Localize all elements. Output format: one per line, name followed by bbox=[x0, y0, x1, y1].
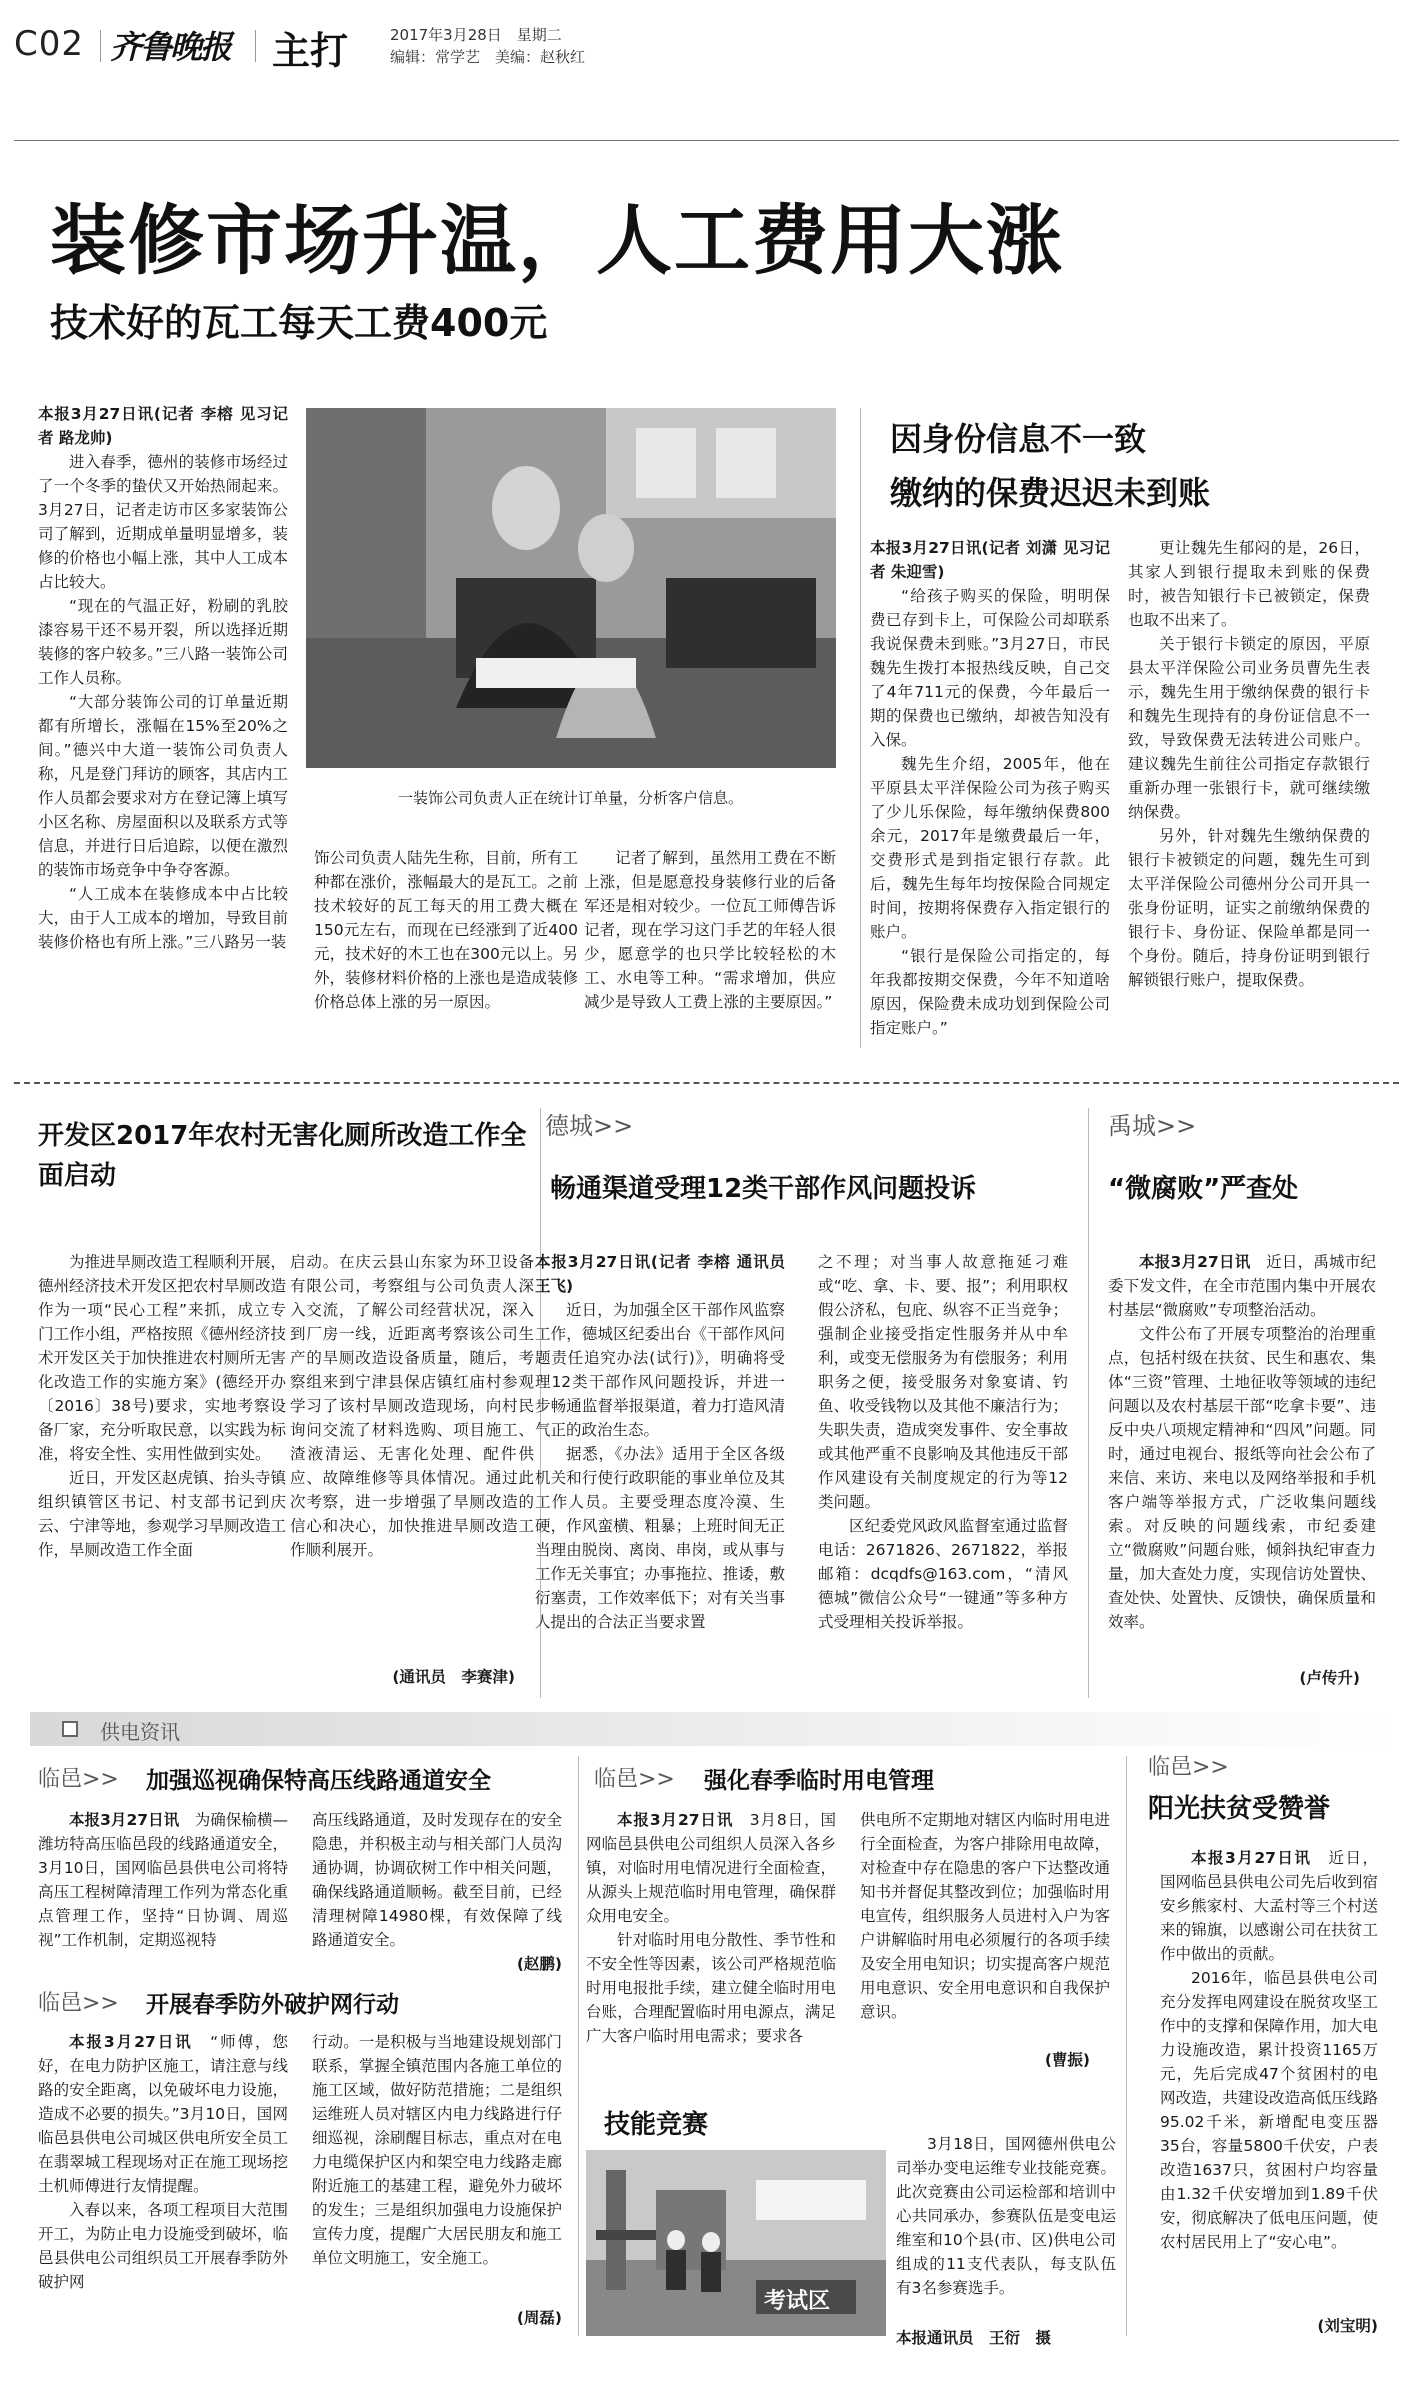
paragraph: 文件公布了开展专项整治的治理重点，包括村级在扶贫、民生和惠农、集体“三资”管理、土地征收等领域的违纪问题以及农村基层干部“吃拿卡要”、违反中央八项规定精神和“四风”问题。同时，通过电视台、报纸等向社会公布了来信、来访、来电以及网络举报和手机客户端等举报方式，广泛收集问题线索。对反映的问题线索，市纪委建立“微腐败”问题台账，倾斜执纪审查力量，加大查处力度，实现信访处置快、查处快、处置快、反馈快，确保质量和效率。 bbox=[1108, 1325, 1376, 1631]
column-rule bbox=[578, 1756, 579, 2336]
byline: 本报3月27日讯 bbox=[1191, 1849, 1329, 1867]
paragraph: 之不理；对当事人故意拖延刁难或“吃、拿、卡、要、报”；利用职权假公济私，包庇、纵容不正当竞争；强制企业接受指定性服务并从中牟利，或变无偿服务为有偿服务；利用职务之便，接受服务对象宴请、钓鱼、收受钱物以及其他不廉洁行为；失职失责，造成突发事件、安全事故或其他严重不良影响及其他违反干部作风建设有关制度规定的行为等12类问题。 bbox=[818, 1253, 1068, 1511]
lead-col3-text: 记者了解到，虽然用工费在不断上涨，但是愿意投身装修行业的后备军还是相对较少。一位瓦工师傅告诉记者，现在学习这门手艺的年轻人很少，愿意学的也只学比较轻松的木工、水电等工种。“需求增加，供应减少是导致人工费上涨的主要原因。” bbox=[584, 849, 836, 1011]
dezhou-headline: 畅通渠道受理12类干部作风问题投诉 bbox=[550, 1174, 977, 1204]
section-name: 主打 bbox=[272, 29, 349, 73]
a4-signature: 本报通讯员 王衍 摄 bbox=[896, 2329, 1052, 2347]
contest-photo bbox=[586, 2150, 886, 2336]
toilet-signature: (通讯员 李赛津) bbox=[392, 1668, 515, 1686]
a2-headline: 开展春季防外破护网行动 bbox=[146, 1992, 399, 2018]
paragraph: 2016年，临邑县供电公司充分发挥电网建设在脱贫攻坚工作中的支撑和保障作用，加大电力设施改造，累计投资1165万元，先后完成47个贫困村的电网改造，共建设改造高低压线路95.02千米，新增配电变压器35台，容量5800千伏安，户表改造1637只，贫困村户均容量由1.32千伏安增加到1.89千伏安，彻底解决了低电压问题，使农村居民用上了“安心电”。 bbox=[1160, 1969, 1378, 2251]
paragraph: 本报3月27日讯 近日，禹城市纪委下发文件，在全市范围内集中开展农村基层“微腐败”专项整治活动。 bbox=[1108, 1253, 1376, 1319]
a2-col1 bbox=[38, 2030, 288, 2330]
a3-headline: 强化春季临时用电管理 bbox=[704, 1768, 934, 1794]
a3-col1 bbox=[586, 1808, 836, 2072]
paragraph: 本报3月27日讯 近日，国网临邑县供电公司先后收到宿安乡熊家村、大孟村等三个村送来的锦旗，以感谢公司在扶贫工作中做出的贡献。 bbox=[1160, 1849, 1378, 1963]
a5-kicker: 临邑>> bbox=[1148, 1755, 1229, 1780]
paragraph: “人工成本在装修成本中占比较大，由于人工成本的增加，导致目前装修价格也有所上涨。”三八路另一装 bbox=[38, 885, 288, 951]
paragraph: 近日，为加强全区干部作风监察工作，德城区纪委出台《干部作风问题责任追究办法(试行)》，明确将受理12类干部作风问题投诉，并进一步畅通监督举报渠道，着力打造风清气正的政治生态。 bbox=[535, 1301, 785, 1439]
paragraph: 入春以来，各项工程项目大范围开工，为防止电力设施受到破坏，临邑县供电公司组织员工开展春季防外破护网 bbox=[38, 2201, 288, 2291]
section-divider bbox=[14, 1082, 1399, 1084]
insurance-col1 bbox=[870, 584, 1110, 1044]
power-band bbox=[30, 1712, 1400, 1746]
dezhou-col1 bbox=[535, 1298, 785, 1690]
a4-body bbox=[896, 2132, 1116, 2324]
byline: 本报3月27日讯 bbox=[1139, 1253, 1267, 1271]
paragraph: “现在的气温正好，粉刷的乳胶漆容易干还不易开裂，所以选择近期装修的客户较多。”三八路一装饰公司工作人员称。 bbox=[38, 597, 288, 687]
column-rule bbox=[1088, 1108, 1089, 1698]
lead-col3 bbox=[584, 846, 836, 1056]
paragraph: 启动。在庆云县山东家为环卫设备有限公司，考察组与公司负责人深入交流，了解公司经营状况，深入到厂房一线，近距离考察该公司生产的旱厕改造设备质量，随后，考察组来到宁津县保店镇红庙村参观学习了该村旱厕改造现场，向村民询问交流了材料选购、项目施工、渣液清运、无害化处理、配件供应、故障维修等具体情况。通过此次考察，进一步增强了旱厕改造的信心和决心，加快推进旱厕改造工作顺利展开。 bbox=[290, 1253, 534, 1559]
paragraph: 本报3月27日讯 “师傅，您好，在电力防护区施工，请注意与线路的安全距离，以免破坏电力设施，造成不必要的损失。”3月10日，国网临邑县供电公司城区供电所安全员工在翡翠城工程现场对正在施工现场挖土机师傅进行友情提醒。 bbox=[38, 2033, 288, 2195]
yucheng-body bbox=[1108, 1250, 1376, 1666]
a1-col2: 高压线路通道，及时发现存在的安全隐患，并积极主动与相关部门人员沟通协调，协调砍树工作中相关问题，确保线路通道顺畅。截至目前，已经清理树障14980棵，有效保障了线路通道安全。 bbox=[312, 1811, 562, 1949]
paragraph: 3月18日，国网德州供电公司举办变电运维专业技能竞赛。此次竞赛由公司运检部和培训中心共同承办，参赛队伍是变电运维室和10个县(市、区)供电公司组成的11支代表队，每支队伍有3名参赛选手。 bbox=[896, 2135, 1116, 2297]
lead-photo bbox=[306, 408, 836, 768]
lead-photo-caption: 一装饰公司负责人正在统计订单量，分析客户信息。 bbox=[398, 789, 744, 807]
masthead-divider bbox=[100, 30, 101, 62]
byline: 本报3月27日讯 bbox=[69, 1811, 195, 1829]
column-rule bbox=[860, 408, 861, 1048]
page-number: C02 bbox=[14, 24, 85, 64]
dezhou-kicker: 德城>> bbox=[545, 1112, 634, 1140]
a2-kicker: 临邑>> bbox=[38, 1991, 119, 2016]
masthead-rule bbox=[14, 140, 1399, 141]
paragraph: 本报3月27日讯 为确保榆横—潍坊特高压临邑段的线路通道安全，3月10日，国网临邑县供电公司将特高压工程树障清理工作列为常态化重点管理工作，坚持“日协调、周巡视”工作机制，定期巡视特 bbox=[38, 1811, 288, 1949]
column-rule bbox=[1126, 1756, 1127, 2336]
a2-col2 bbox=[312, 2030, 562, 2330]
a1-kicker: 临邑>> bbox=[38, 1767, 119, 1792]
paragraph: 本报3月27日讯 3月8日，国网临邑县供电公司组织人员深入各乡镇，对临时用电情况进行全面检查，从源头上规范临时用电管理，确保群众用电安全。 bbox=[586, 1811, 836, 1925]
paper-logo: 齐鲁晚报 bbox=[110, 28, 231, 66]
yucheng-kicker: 禹城>> bbox=[1108, 1112, 1197, 1140]
document-icon bbox=[62, 1721, 78, 1737]
issue-date: 2017年3月28日 星期二 bbox=[390, 26, 562, 44]
paragraph: 为推进旱厕改造工程顺利开展，德州经济技术开发区把农村旱厕改造作为一项“民心工程”来抓，成立专门工作小组，严格按照《德州经济技术开发区关于加快推进农村厕所无害化改造工作的实施方案》(德经开办〔2016〕38号)要求，实地考察设备厂家，充分听取民意，以实践为标准，将安全性、实用性做到实处。 bbox=[38, 1253, 286, 1463]
toilet-col1 bbox=[38, 1250, 286, 1690]
paragraph: 关于银行卡锁定的原因，平原县太平洋保险公司业务员曹先生表示，魏先生用于缴纳保费的银行卡和魏先生现持有的身份证信息不一致，导致保费无法转进公司账户。建议魏先生前往公司指定存款银行重新办理一张银行卡，就可继续缴纳保费。 bbox=[1128, 635, 1370, 821]
paragraph: 更让魏先生郁闷的是，26日，其家人到银行提取未到账的保费时，被告知银行卡已被锁定，保费也取不出来了。 bbox=[1128, 539, 1370, 629]
a3-signature: (曹振) bbox=[960, 2048, 1090, 2072]
paragraph: 针对临时用电分散性、季节性和不安全性等因素，该公司严格规范临时用电报批手续，建立健全临时用电台账，合理配置临时用电源点，满足广大客户临时用电需求；要求各 bbox=[586, 1931, 836, 2045]
paragraph: “给孩子购买的保险，明明保费已存到卡上，可保险公司却联系我说保费未到账。”3月27日，市民魏先生拨打本报热线反映，自己交了4年711元的保费，今年最后一期的保费也已缴纳，却被告知没有入保。 bbox=[870, 587, 1110, 749]
paragraph: 魏先生介绍，2005年，他在平原县太平洋保险公司为孩子购买了少儿乐保险，每年缴纳保费800余元，2017年是缴费最后一年，交费形式是到指定银行存款。此后，魏先生每年均按保险合同规定时间，按期将保费存入指定银行的账户。 bbox=[870, 755, 1110, 941]
a1-headline: 加强巡视确保特高压线路通道安全 bbox=[146, 1768, 491, 1794]
lead-col1 bbox=[38, 450, 288, 1048]
paragraph: 进入春季，德州的装修市场经过了一个冬季的蛰伏又开始热闹起来。3月27日，记者走访市区多家装饰公司了解到，近期成单量明显增多，装修的价格也小幅上涨，其中人工成本占比较大。 bbox=[38, 453, 288, 591]
paragraph: “银行是保险公司指定的，每年我都按期交保费，今年不知道啥原因，保险费未成功划到保险公司指定账户。” bbox=[870, 947, 1110, 1037]
paragraph: 另外，针对魏先生缴纳保费的银行卡被锁定的问题，魏先生可到太平洋保险公司德州分公司开具一张身份证明，证实之前缴纳保费的银行卡、身份证、保险单都是同一个身份。随后，持身份证明到银行解锁银行账户，提取保费。 bbox=[1128, 827, 1370, 989]
a3-kicker: 临邑>> bbox=[594, 1767, 675, 1792]
a2-signature: (周磊) bbox=[412, 2306, 562, 2330]
a1-col1 bbox=[38, 1808, 288, 1976]
paragraph: “大部分装饰公司的订单量近期都有所增长，涨幅在15%至20%之间。”德兴中大道一装饰公司负责人称，凡是登门拜访的顾客，其店内工作人员都会要求对方在登记簿上填写小区名称、房屋面积以及联系方式等信息，并进行日后追踪，以便在激烈的装饰市场竞争中争夺客源。 bbox=[38, 693, 288, 879]
paragraph: 行动。一是积极与当地建设规划部门联系，掌握全镇范围内各施工单位的施工区域，做好防范措施；二是组织运维班人员对辖区内电力线路进行仔细巡视，涂刷醒目标志，重点对在电力电缆保护区内和架空电力线路走廊附近施工的基建工程，避免外力破坏的发生；三是组织加强电力设施保护宣传力度，提醒广大居民朋友和施工单位文明施工，安全施工。 bbox=[312, 2033, 562, 2267]
a5-headline: 阳光扶贫受赞誉 bbox=[1148, 1794, 1331, 1824]
paragraph: 据悉，《办法》适用于全区各级机关和行使行政职能的事业单位及其工作人员。主要受理态度冷漠、生硬，作风蛮横、粗暴；上班时间无正当理由脱岗、离岗、串岗，或从事与工作无关事宜；办事拖拉、推诿，敷衍塞责，工作效率低下；对有关当事人提出的合法正当要求置 bbox=[535, 1445, 785, 1631]
credits: 编辑：常学艺 美编：赵秋红 bbox=[390, 48, 586, 66]
paragraph: 区纪委党风政风监督室通过监督电话：2671826、2671822，举报邮箱：dcqdfs@163.com，“清风德城”微信公众号“一键通”等多种方式受理相关投诉举报。 bbox=[818, 1517, 1068, 1631]
byline: 本报3月27日讯 bbox=[69, 2033, 211, 2051]
byline: 本报3月27日讯 bbox=[617, 1811, 750, 1829]
masthead-divider bbox=[255, 30, 256, 62]
a4-headline: 技能竞赛 bbox=[604, 2110, 709, 2140]
a5-signature: (刘宝明) bbox=[1240, 2314, 1378, 2338]
dezhou-col2 bbox=[818, 1250, 1068, 1690]
toilet-headline: 开发区2017年农村无害化厕所改造工作全面启动 bbox=[38, 1121, 527, 1191]
a3-col2: 供电所不定期地对辖区内临时用电进行全面检查，为客户排除用电故障，对检查中存在隐患的客户下达整改通知书并督促其整改到位；加强临时用电宣传，组织服务人员进村入户为客户讲解临时用电必须履行的各项手续及安全用电知识；切实提高客户规范用电意识、安全用电意识和自我保护意识。 bbox=[860, 1811, 1110, 2021]
insurance-col2 bbox=[1128, 536, 1370, 1044]
insurance-headline-2: 缴纳的保费迟迟未到账 bbox=[890, 474, 1211, 512]
paragraph: 近日，开发区赵虎镇、抬头寺镇组织镇管区书记、村支部书记到庆云、宁津等地，参观学习旱厕改造工作，旱厕改造工作全面 bbox=[38, 1469, 286, 1559]
lead-col2: 饰公司负责人陆先生称，目前，所有工种都在涨价，涨幅最大的是瓦工。之前技术较好的瓦工每天的用工费大概在150元左右，而现在已经涨到了近400元，技术好的木工也在300元以上。另外，装修材料价格的上涨也是造成装修价格总体上涨的另一原因。 bbox=[314, 849, 578, 1011]
contest-sign: 考试区 bbox=[764, 2289, 831, 2314]
power-band-label: 供电资讯 bbox=[100, 1720, 180, 1744]
insurance-byline: 本报3月27日讯(记者 刘潇 见习记者 朱迎雪) bbox=[870, 539, 1110, 581]
a5-body bbox=[1160, 1846, 1378, 2326]
lead-headline: 装修市场升温，人工费用大涨 bbox=[50, 196, 1064, 285]
dezhou-byline: 本报3月27日讯(记者 李榕 通讯员 王飞) bbox=[535, 1253, 785, 1295]
yucheng-headline: “微腐败”严查处 bbox=[1108, 1174, 1299, 1204]
insurance-headline-1: 因身份信息不一致 bbox=[890, 420, 1147, 458]
toilet-col2 bbox=[290, 1250, 534, 1660]
yucheng-signature: (卢传升) bbox=[1299, 1669, 1360, 1687]
a1-signature: (赵鹏) bbox=[412, 1952, 562, 1976]
lead-byline: 本报3月27日讯(记者 李榕 见习记者 路龙帅) bbox=[38, 405, 288, 447]
lead-subhead: 技术好的瓦工每天工费400元 bbox=[50, 301, 548, 345]
